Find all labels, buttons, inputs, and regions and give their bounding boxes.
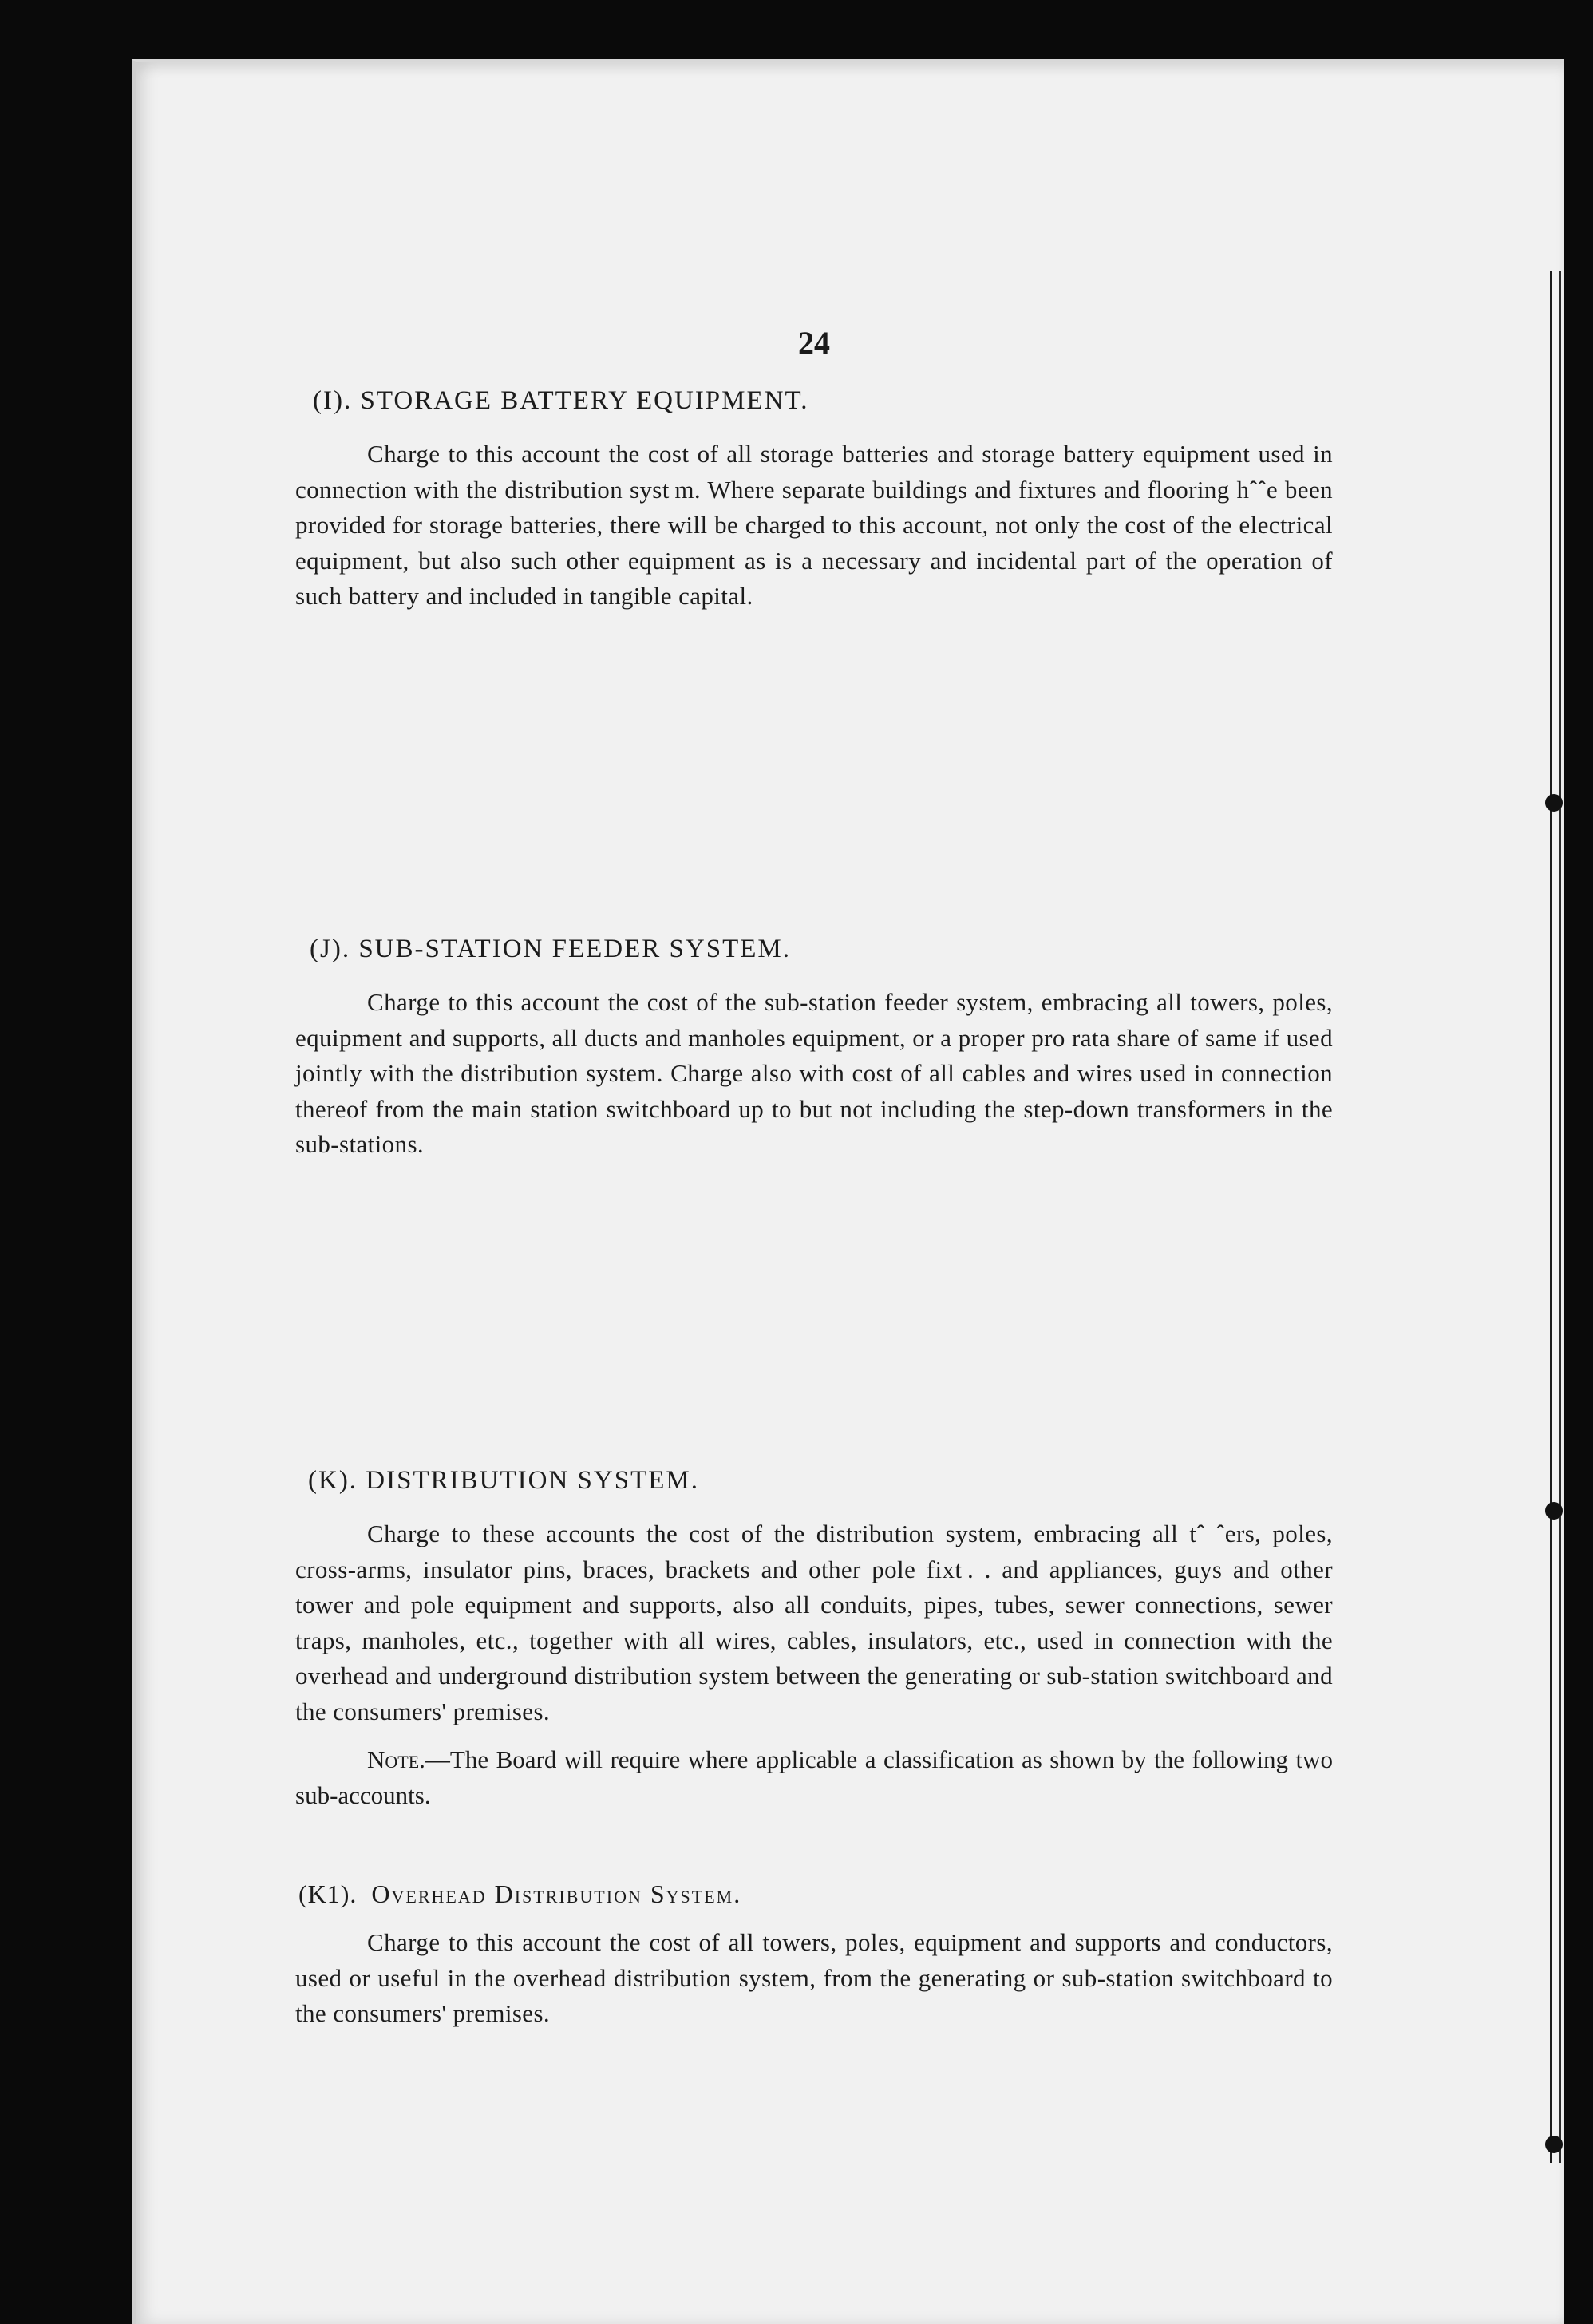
section-heading [298,1879,1333,1909]
note-text: —The Board will require where applicable a classification as shown by the following two sub-accounts. [295,1745,1333,1809]
section-heading: (J). SUB-STATION FEEDER SYSTEM. [310,935,791,963]
section-body: Charge to this account the cost of all towers, poles, equipment and supports and conductors, used or useful in the overhead distribution system, from the generating or sub-station switchboard to the consumers' premises. [295,1928,1333,2027]
section-heading-title: Overhead Distribution System. [371,1879,742,1908]
section-storage-battery [295,386,1333,615]
section-body: Charge to this account the cost of all storage batteries and storage battery equipment used in connection with the distribution syst m. Where separate buildings and fixtures and flooring hˆˆe been provided for storage batteries, there will be charged to this account, not only the cost of the electrical equipment, but also such other equipment as is a necessary and incidental part of the operation of such battery and included in tangible capital. [295,440,1333,610]
binding-knot-top [1545,794,1563,812]
section-heading-prefix: (K1). [298,1879,358,1908]
section-heading: (I). STORAGE BATTERY EQUIPMENT. [313,386,809,415]
page-number: 24 [798,325,830,361]
section-body: Charge to these accounts the cost of the distribution system, embracing all tˆ ˆers, poles, cross-arms, insulator pins, braces, brackets and other pole fixt . . and appliances, guys and other tower and pole equipment and supports, also all conduits, pipes, tubes, sewer connections, sewer traps, manholes, etc., together with all wires, cables, insulators, etc., used in connection with the overhead and underground distribution system between the generating or sub-station switchboard and the consumers' premises. [295,1520,1333,1725]
section-distribution-system [295,1466,1333,1813]
binding-thread [1550,271,1561,2163]
note-label: Note. [367,1745,425,1773]
section-substation-feeder [295,935,1333,1163]
section-note [295,1742,1333,1813]
binding-knot-middle [1545,1502,1563,1520]
section-body: Charge to this account the cost of the sub-station feeder system, embracing all towers, poles, equipment and supports, all ducts and manholes equipment, or a proper pro rata share of same if used jointly with the distribution system. Charge also with cost of all cables and wires used in connection thereof from the main station switchboard up to but not including the step-down transformers in the sub-stations. [295,988,1333,1158]
section-heading: (K). DISTRIBUTION SYSTEM. [308,1466,699,1495]
section-overhead-distribution [295,1879,1333,2032]
binding-knot-bottom [1545,2136,1563,2153]
